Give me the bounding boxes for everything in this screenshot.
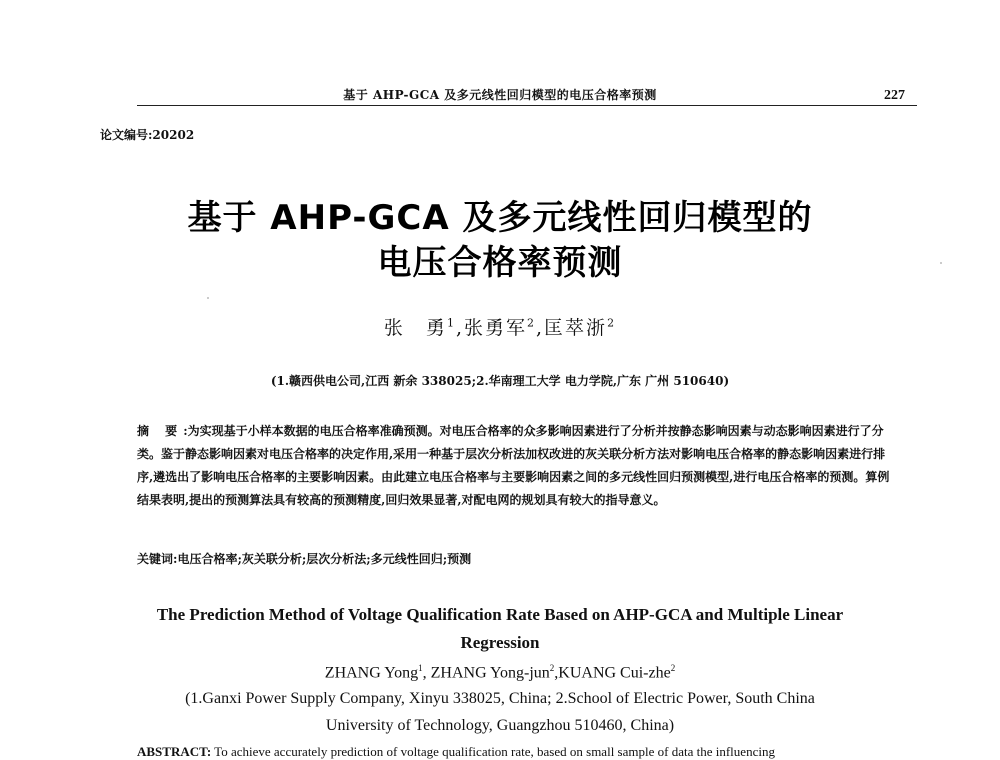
abstract-cn-label: 摘 要 [137, 424, 184, 438]
author-en-1-sup: 1 [418, 663, 423, 673]
header-rule [137, 105, 917, 106]
author-2-sup: 2 [527, 316, 536, 330]
abstract-cn [137, 420, 897, 512]
scan-speck [940, 262, 942, 264]
abstract-en-text: To achieve accurately prediction of voltage qualification rate, based on small sample of data the influencing [211, 744, 775, 759]
scan-speck [207, 297, 209, 299]
author-2-name: 张勇军 [463, 317, 527, 339]
abstract-en-label: ABSTRACT: [137, 744, 212, 759]
author-1-name: 张 勇 [383, 317, 447, 339]
author-en-3-sup: 2 [670, 663, 676, 673]
author-sep: , [536, 317, 545, 339]
page-number: 227 [884, 88, 905, 103]
title-cn-line1: 基于 AHP-GCA 及多元线性回归模型的 [187, 198, 813, 238]
title-en-line1: The Prediction Method of Voltage Qualification Rate Based on AHP-GCA and Multiple Linear [156, 605, 844, 624]
author-sep: , [455, 317, 464, 339]
abstract-cn-text: :为实现基于小样本数据的电压合格率准确预测。对电压合格率的众多影响因素进行了分析并按静态影响因素与动态影响因素进行了分类。鉴于静态影响因素对电压合格率的决定作用,采用一种基于层次分析法加权改进的灰关联分析方法对影响电压合格率的静态影响因素进行排序,遴选出了影响电压合格率的主要影响因素。由此建立电压合格率与主要影响因素之间的多元线性回归预测模型,进行电压合格率的预测。算例结果表明,提出的预测算法具有较高的预测精度,回归效果显著,对配电网的规划具有较大的指导意义。 [137, 424, 890, 507]
author-en-1: ZHANG Yong [324, 664, 419, 682]
author-1-sup: 1 [446, 316, 456, 330]
keywords-cn [137, 550, 897, 567]
affiliation-en-line2: University of Technology, Guangzhou 510460, China) [325, 717, 675, 734]
paper-number: 论文编号:20202 [100, 128, 195, 142]
author-en-2: , ZHANG Yong-jun [422, 664, 550, 682]
authors-cn [0, 313, 1000, 340]
authors-en [0, 663, 1000, 682]
author-3-name: 匡萃浙 [544, 317, 608, 339]
title-en-line2: Regression [460, 633, 540, 652]
abstract-en [137, 744, 897, 760]
author-en-3: ,KUANG Cui-zhe [554, 664, 671, 682]
author-en-2-sup: 2 [549, 663, 555, 673]
title-cn-line2: 电压合格率预测 [377, 243, 623, 283]
author-3-sup: 2 [607, 316, 617, 330]
keywords-cn-text: :电压合格率;灰关联分析;层次分析法;多元线性回归;预测 [173, 552, 472, 566]
keywords-cn-label: 关键词 [137, 552, 174, 566]
affiliation-cn: (1.赣西供电公司,江西 新余 338025;2.华南理工大学 电力学院,广东 广州 510640) [270, 374, 730, 388]
running-header-title: 基于 AHP-GCA 及多元线性回归模型的电压合格率预测 [343, 88, 657, 102]
affiliation-en-line1: (1.Ganxi Power Supply Company, Xinyu 338025, China; 2.School of Electric Power, South China [185, 690, 815, 707]
